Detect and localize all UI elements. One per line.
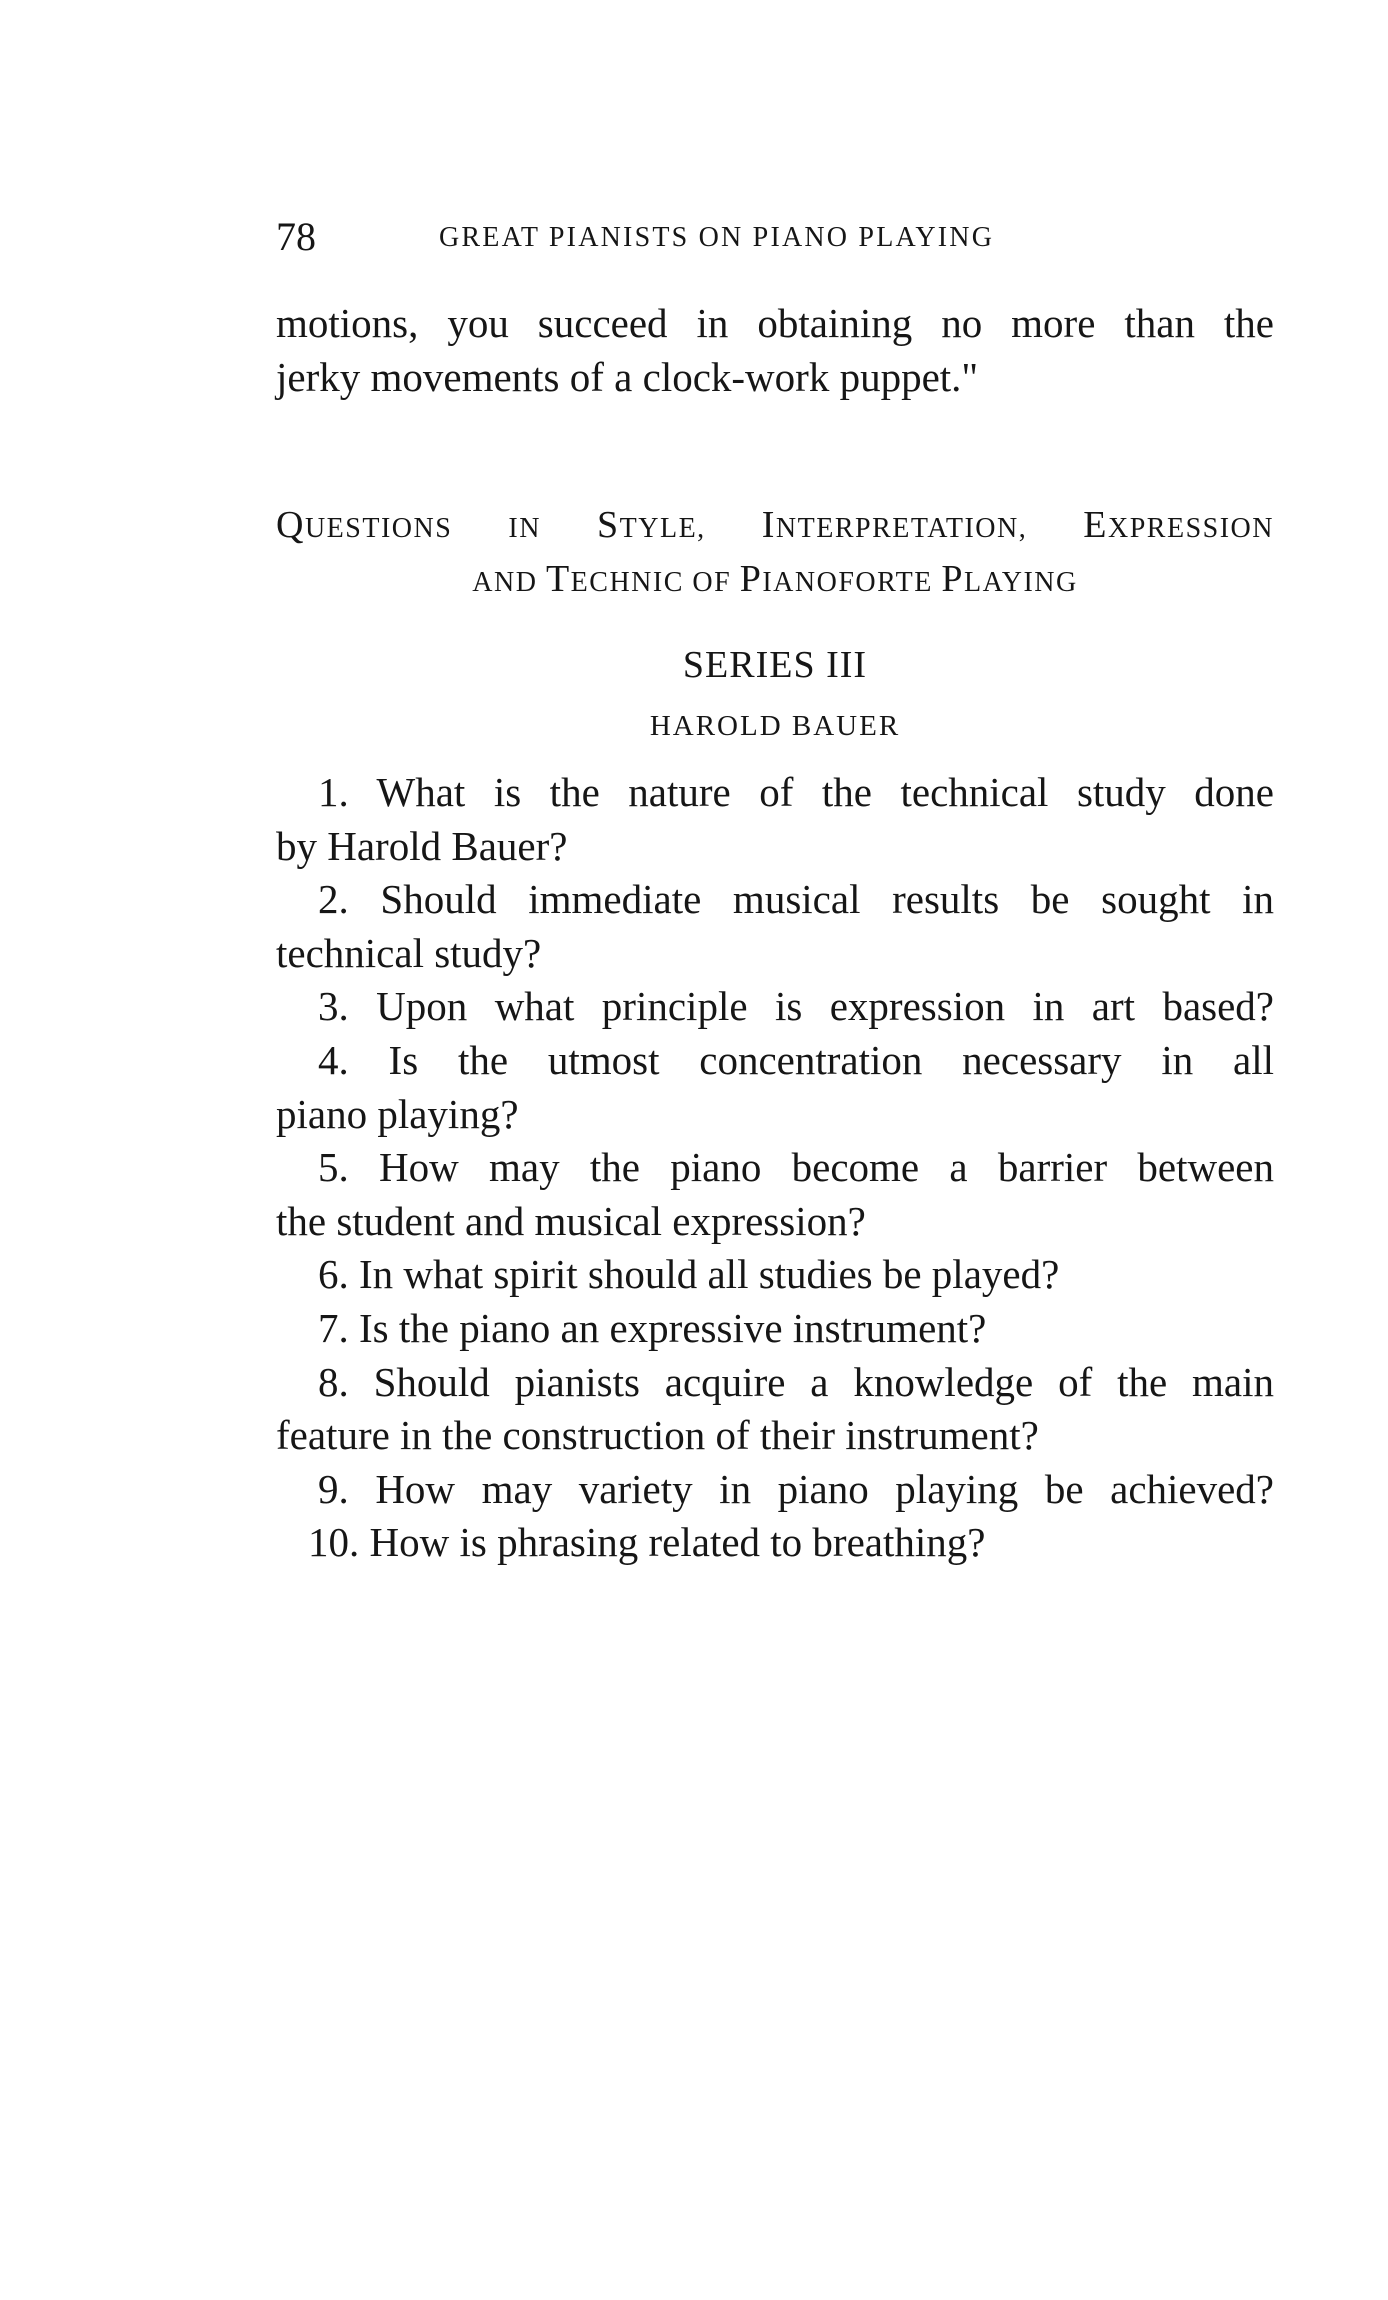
heading-word: OF — [692, 567, 732, 598]
continuation-paragraph — [276, 296, 1274, 404]
question-list — [276, 766, 1274, 1570]
question-number: 2. — [318, 876, 349, 923]
question-item — [276, 873, 1274, 927]
heading-word: TECHNIC — [545, 558, 684, 600]
heading-word: PLAYING — [941, 558, 1078, 600]
question-text: How is phrasing related to breathing? — [369, 1519, 986, 1566]
question-item — [276, 1034, 1274, 1088]
question-text: In what spirit should all studies be played? — [359, 1251, 1060, 1298]
question-item — [276, 1356, 1274, 1410]
question-number: 4. — [318, 1036, 349, 1083]
heading-word: AND — [472, 567, 538, 598]
question-text: Is the piano an expressive instrument? — [359, 1304, 987, 1351]
question-text: How may variety in piano playing be achieved? — [375, 1465, 1274, 1512]
heading-word: EXPRESSION — [1083, 504, 1274, 546]
question-item — [276, 980, 1274, 1034]
section-heading-line — [276, 500, 1274, 554]
question-number: 1. — [318, 769, 349, 815]
question-item — [276, 1302, 1274, 1356]
question-number: 7. — [318, 1304, 349, 1351]
question-item — [276, 1516, 1274, 1570]
heading-word: INTERPRETATION, — [761, 504, 1028, 546]
question-number: 9. — [318, 1465, 349, 1512]
section-heading — [276, 500, 1274, 608]
question-item — [276, 1141, 1274, 1195]
author-name: HAROLD BAUER — [649, 710, 901, 742]
question-number: 10. — [308, 1519, 360, 1566]
question-continuation: technical study? — [276, 929, 542, 976]
question-number: 6. — [318, 1251, 349, 1298]
series-title: SERIES III — [682, 644, 868, 686]
continuation-line: jerky movements of a clock-work puppet." — [276, 354, 979, 400]
question-continuation: feature in the construction of their instrument? — [276, 1412, 1039, 1459]
question-continuation: piano playing? — [276, 1090, 519, 1137]
question-continuation: the student and musical expression? — [276, 1197, 866, 1244]
question-number: 5. — [318, 1144, 349, 1191]
heading-word: PIANOFORTE — [739, 558, 933, 600]
heading-word: QUESTIONS — [276, 504, 453, 546]
question-item — [276, 766, 1274, 820]
running-title: GREAT PIANISTS ON PIANO PLAYING — [439, 222, 995, 253]
question-text: What is the nature of the technical study done — [376, 769, 1274, 815]
running-head — [276, 212, 1276, 262]
question-continuation: by Harold Bauer? — [276, 822, 568, 869]
question-number: 8. — [318, 1358, 349, 1405]
question-text: Should pianists acquire a knowledge of the main — [373, 1358, 1274, 1405]
question-text: Should immediate musical results be sought in — [380, 876, 1275, 923]
heading-word: IN — [508, 513, 541, 544]
section-heading-line — [276, 554, 1274, 608]
question-item — [276, 1248, 1274, 1302]
question-item — [276, 1463, 1274, 1517]
question-text: Upon what principle is expression in art based? — [376, 983, 1274, 1030]
question-text: Is the utmost concentration necessary in all — [388, 1036, 1274, 1083]
question-number: 3. — [318, 983, 349, 1030]
question-text: How may the piano become a barrier between — [379, 1144, 1274, 1191]
page-number: 78 — [276, 214, 316, 259]
continuation-line: motions, you succeed in obtaining no more than the — [276, 300, 1274, 346]
heading-word: STYLE, — [597, 504, 706, 546]
